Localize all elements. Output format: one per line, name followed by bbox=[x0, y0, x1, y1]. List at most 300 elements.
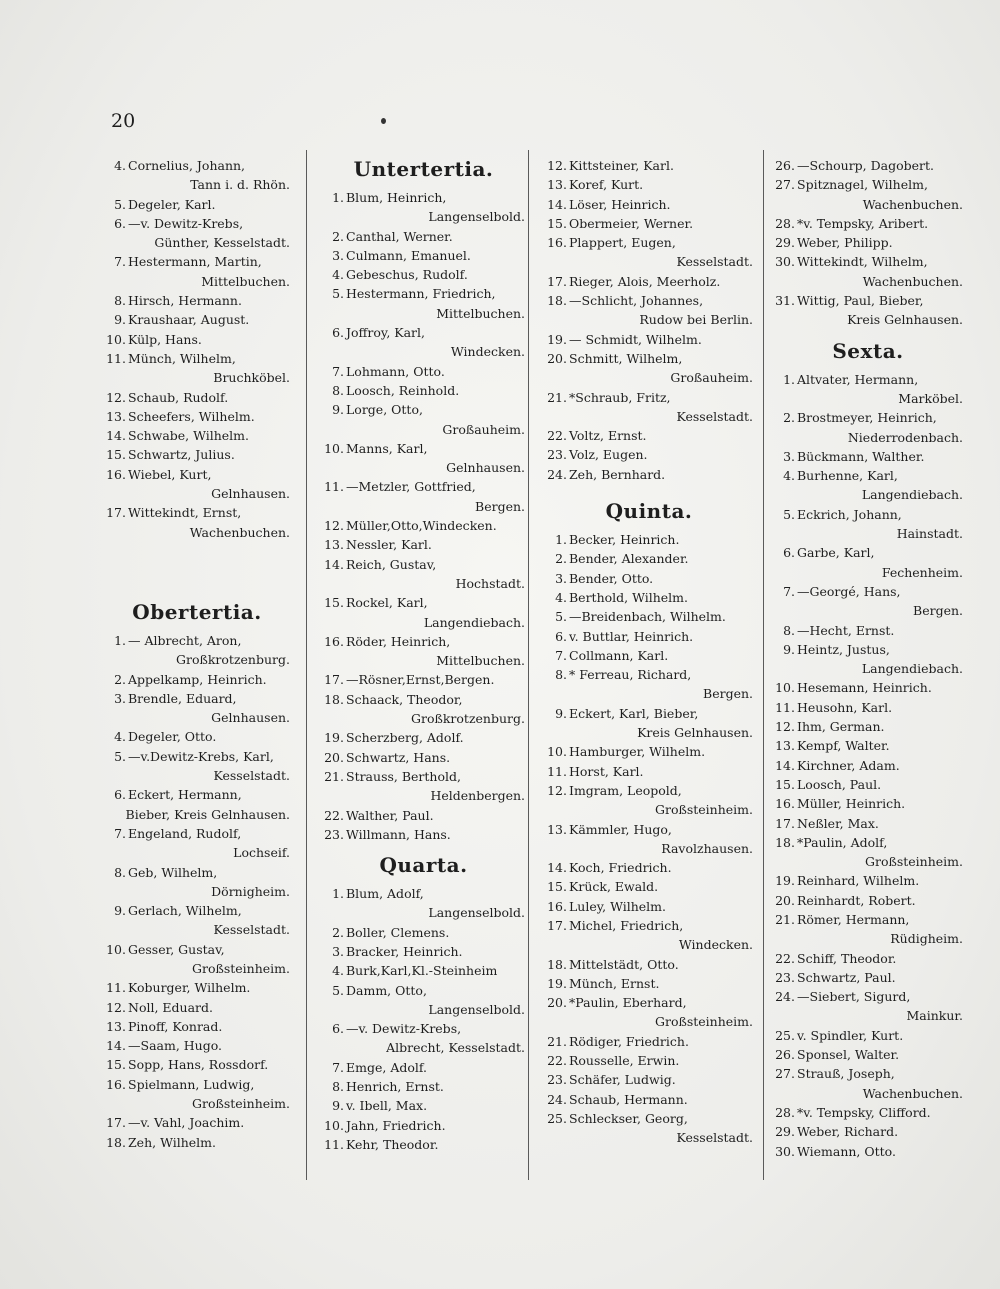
entry-name: —Rösner,Ernst,Bergen. bbox=[346, 672, 495, 688]
list-item bbox=[773, 756, 963, 775]
entry-name: Brostmeyer, Heinrich, bbox=[797, 410, 937, 426]
list-item bbox=[545, 426, 753, 445]
entry-number: 17. bbox=[547, 917, 567, 933]
list-item bbox=[322, 670, 525, 689]
entry-name: Mittelstädt, Otto. bbox=[569, 956, 679, 972]
entry-name: v. Ibell, Max. bbox=[346, 1098, 428, 1114]
list-item bbox=[545, 1070, 753, 1089]
list-item bbox=[545, 762, 753, 781]
entry-number: 20. bbox=[547, 995, 567, 1011]
entry-place: Kesselstadt. bbox=[213, 768, 290, 784]
entry-name: Degeler, Karl. bbox=[128, 196, 216, 212]
entry-name: Blum, Heinrich, bbox=[346, 190, 447, 205]
entry-number: 26. bbox=[775, 158, 795, 173]
entry-number: 22. bbox=[324, 807, 344, 823]
list-item bbox=[322, 767, 525, 806]
entry-name: Gesser, Gustav, bbox=[128, 941, 225, 957]
entry-number: 17. bbox=[775, 815, 795, 831]
entry-name: —v. Vahl, Joachim. bbox=[128, 1115, 245, 1131]
entry-name: Burhenne, Karl, bbox=[797, 468, 898, 484]
entry-number: 22. bbox=[775, 950, 795, 966]
entry-place: Bieber, Kreis Gelnhausen. bbox=[125, 806, 290, 822]
entry-name: Strauß, Joseph, bbox=[797, 1066, 895, 1082]
entry-name: Imgram, Leopold, bbox=[569, 782, 682, 798]
entry-name: Koch, Friedrich. bbox=[569, 860, 672, 876]
entry-name: Rieger, Alois, Meerholz. bbox=[569, 273, 721, 289]
entry-name: Boller, Clemens. bbox=[346, 924, 450, 940]
entry-name: Heintz, Justus, bbox=[797, 641, 890, 657]
entry-number: 12. bbox=[106, 389, 126, 405]
entry-name: Müller, Heinrich. bbox=[797, 796, 906, 812]
entry-name: Ihm, German. bbox=[797, 719, 885, 735]
list-item bbox=[322, 942, 525, 961]
list-item bbox=[104, 214, 290, 253]
entry-number: 5. bbox=[114, 196, 126, 212]
entry-name: Strauss, Berthold, bbox=[346, 768, 461, 784]
entry-number: 26. bbox=[775, 1047, 795, 1063]
list-item bbox=[322, 1077, 525, 1096]
list-item bbox=[104, 689, 290, 728]
entry-number: 18. bbox=[106, 1134, 126, 1150]
entry-place: Wachenbuchen. bbox=[189, 524, 290, 540]
entry-number: 16. bbox=[106, 466, 126, 482]
entry-number: 9. bbox=[783, 641, 795, 657]
entry-name: Heusohn, Karl. bbox=[797, 699, 893, 715]
list-item bbox=[545, 607, 753, 626]
entry-name: Koref, Kurt. bbox=[569, 177, 644, 193]
entry-place: Windecken. bbox=[678, 937, 753, 953]
entry-number: 28. bbox=[775, 1104, 795, 1120]
entry-number: 7. bbox=[332, 363, 344, 379]
entry-number: 24. bbox=[547, 466, 567, 482]
list-item bbox=[773, 833, 963, 872]
entry-name: Schaub, Rudolf. bbox=[128, 389, 229, 405]
entry-place: Großauheim. bbox=[442, 421, 525, 437]
entry-name: Emge, Adolf. bbox=[346, 1059, 428, 1075]
entry-place: Rudow bei Berlin. bbox=[639, 312, 753, 328]
entry-name: * Ferreau, Richard, bbox=[569, 667, 692, 683]
entry-place: Großsteinheim. bbox=[655, 1014, 753, 1030]
entry-name: Rockel, Karl, bbox=[346, 595, 428, 611]
entry-name: Schiff, Theodor. bbox=[797, 950, 897, 966]
entry-name: Bender, Alexander. bbox=[569, 551, 689, 567]
entry-number: 14. bbox=[547, 860, 567, 876]
entry-number: 8. bbox=[332, 1079, 344, 1095]
entry-number: 8. bbox=[114, 864, 126, 880]
list-item bbox=[773, 717, 963, 736]
entry-name: Schaub, Hermann. bbox=[569, 1091, 688, 1107]
entry-name: Kehr, Theodor. bbox=[346, 1136, 439, 1152]
list-item bbox=[545, 233, 753, 272]
entry-place: Langenselbold. bbox=[428, 209, 525, 225]
entry-number: 19. bbox=[324, 730, 344, 746]
page-number: 20 bbox=[111, 110, 136, 132]
entry-name: Zeh, Bernhard. bbox=[569, 466, 666, 482]
list-item bbox=[322, 188, 525, 227]
entry-number: 22. bbox=[547, 428, 567, 444]
list-item bbox=[104, 407, 290, 426]
list-item bbox=[322, 1019, 525, 1058]
entry-name: Loosch, Reinhold. bbox=[346, 382, 460, 398]
entry-number: 23. bbox=[547, 447, 567, 463]
entry-place: Tann i. d. Rhön. bbox=[190, 177, 290, 193]
entry-name: Weber, Richard. bbox=[797, 1124, 899, 1140]
entry-number: 1. bbox=[332, 886, 344, 902]
list-item bbox=[773, 543, 963, 582]
entry-name: Walther, Paul. bbox=[346, 807, 434, 823]
list-item bbox=[773, 291, 963, 330]
entry-name: Hesemann, Heinrich. bbox=[797, 680, 932, 696]
entry-name: Garbe, Karl, bbox=[797, 545, 875, 561]
entry-name: —Metzler, Gottfried, bbox=[346, 479, 476, 495]
entry-number: 11. bbox=[106, 980, 126, 996]
entry-number: 16. bbox=[775, 796, 795, 812]
list-item bbox=[104, 156, 290, 195]
entry-name: Eckert, Karl, Bieber, bbox=[569, 705, 699, 721]
entry-number: 1. bbox=[114, 632, 126, 648]
entry-number: 23. bbox=[324, 826, 344, 842]
entry-number: 19. bbox=[547, 331, 567, 347]
entry-number: 4. bbox=[783, 468, 795, 484]
entry-number: 1. bbox=[555, 532, 567, 548]
entry-place: Großsteinheim. bbox=[192, 1096, 290, 1112]
list-item bbox=[545, 588, 753, 607]
list-item bbox=[773, 891, 963, 910]
entry-place: Kesselstadt. bbox=[213, 922, 290, 938]
list-item bbox=[545, 388, 753, 427]
entry-name: Löser, Heinrich. bbox=[569, 196, 671, 212]
entry-name: Bender, Otto. bbox=[569, 570, 654, 586]
column-rule bbox=[306, 150, 307, 1180]
entry-name: Henrich, Ernst. bbox=[346, 1079, 444, 1095]
list-item bbox=[773, 775, 963, 794]
list-item bbox=[773, 1142, 963, 1161]
list-item bbox=[545, 955, 753, 974]
entry-number: 14. bbox=[547, 196, 567, 212]
entry-number: 20. bbox=[324, 749, 344, 765]
entry-number: 5. bbox=[332, 982, 344, 998]
list-item bbox=[104, 349, 290, 388]
section-heading-quinta: Quinta. bbox=[605, 499, 693, 524]
entry-place: Heldenbergen. bbox=[430, 788, 525, 804]
entry-place: Ravolzhausen. bbox=[661, 840, 753, 856]
entry-number: 30. bbox=[775, 254, 795, 270]
entry-name: *v. Tempsky, Aribert. bbox=[797, 215, 929, 231]
entry-number: 21. bbox=[547, 389, 567, 405]
list-item bbox=[104, 863, 290, 902]
printer-mark bbox=[381, 118, 386, 124]
entry-place: Windecken. bbox=[450, 344, 525, 360]
entry-place: Langendiebach. bbox=[423, 614, 525, 630]
entry-place: Langendiebach. bbox=[861, 661, 963, 677]
entry-number: 24. bbox=[547, 1091, 567, 1107]
entry-number: 12. bbox=[775, 719, 795, 735]
list-item bbox=[545, 897, 753, 916]
entry-number: 3. bbox=[114, 690, 126, 706]
list-sexta bbox=[773, 370, 963, 1161]
entry-name: Becker, Heinrich. bbox=[569, 532, 680, 548]
entry-name: Jahn, Friedrich. bbox=[346, 1117, 446, 1133]
list-item bbox=[773, 156, 963, 175]
entry-place: Großkrotzenburg. bbox=[411, 711, 525, 727]
entry-number: 27. bbox=[775, 177, 795, 193]
section-heading-obertertia: Obertertia. bbox=[132, 599, 262, 624]
entry-name: *Paulin, Eberhard, bbox=[569, 995, 687, 1011]
list-item bbox=[104, 998, 290, 1017]
entry-number: 13. bbox=[775, 738, 795, 754]
entry-number: 6. bbox=[783, 545, 795, 561]
entry-name: Kirchner, Adam. bbox=[797, 757, 900, 773]
list-item bbox=[773, 505, 963, 544]
entry-number: 2. bbox=[332, 924, 344, 940]
entry-name: Wiebel, Kurt, bbox=[128, 466, 212, 482]
entry-number: 6. bbox=[114, 215, 126, 231]
list-item bbox=[545, 742, 753, 761]
list-item bbox=[773, 175, 963, 214]
entry-number: 6. bbox=[332, 325, 344, 341]
list-item bbox=[104, 747, 290, 786]
entry-name: Münch, Ernst. bbox=[569, 975, 660, 991]
entry-number: 3. bbox=[783, 448, 795, 464]
entry-number: 16. bbox=[547, 898, 567, 914]
entry-name: Sopp, Hans, Rossdorf. bbox=[128, 1057, 269, 1073]
entry-place: Gelnhausen. bbox=[211, 486, 290, 502]
entry-number: 11. bbox=[775, 699, 795, 715]
list-item bbox=[545, 530, 753, 549]
list-item bbox=[322, 825, 525, 844]
column-4 bbox=[773, 156, 963, 1161]
entry-name: Appelkamp, Heinrich. bbox=[128, 671, 267, 687]
list-item bbox=[773, 794, 963, 813]
entry-place: Fechenheim. bbox=[881, 564, 963, 580]
entry-name: Sponsel, Walter. bbox=[797, 1047, 900, 1063]
list-item bbox=[773, 621, 963, 640]
entry-name: Bracker, Heinrich. bbox=[346, 943, 463, 959]
list-item bbox=[104, 503, 290, 542]
list-item bbox=[545, 820, 753, 859]
entry-number: 7. bbox=[783, 583, 795, 599]
column-2 bbox=[322, 156, 525, 1154]
entry-name: Michel, Friedrich, bbox=[569, 917, 684, 933]
list-item bbox=[545, 916, 753, 955]
entry-place: Bergen. bbox=[913, 603, 963, 619]
entry-name: Rousselle, Erwin. bbox=[569, 1053, 680, 1069]
entry-place: Bergen. bbox=[703, 686, 753, 702]
entry-number: 4. bbox=[114, 729, 126, 745]
list-quarta bbox=[322, 884, 525, 1154]
entry-name: Münch, Wilhelm, bbox=[128, 350, 236, 366]
entry-number: 27. bbox=[775, 1066, 795, 1082]
list-item bbox=[322, 961, 525, 980]
entry-name: Canthal, Werner. bbox=[346, 228, 453, 244]
section-heading-untertertia: Untertertia. bbox=[353, 157, 494, 181]
entry-name: Schwartz, Paul. bbox=[797, 969, 896, 985]
entry-name: Müller,Otto,Windecken. bbox=[346, 518, 497, 534]
entry-name: Neßler, Max. bbox=[797, 815, 879, 831]
entry-number: 15. bbox=[324, 595, 344, 611]
list-item bbox=[773, 447, 963, 466]
entry-place: Großsteinheim. bbox=[192, 960, 290, 976]
list-item bbox=[104, 330, 290, 349]
entry-number: 11. bbox=[324, 479, 344, 495]
list-item bbox=[545, 465, 753, 484]
entry-name: Römer, Hermann, bbox=[797, 911, 910, 927]
entry-name: Eckrich, Johann, bbox=[797, 506, 902, 522]
entry-place: Bergen. bbox=[475, 498, 525, 514]
list-item bbox=[773, 1026, 963, 1045]
entry-number: 17. bbox=[324, 672, 344, 688]
entry-name: —v. Dewitz-Krebs, bbox=[128, 215, 244, 231]
entry-number: 9. bbox=[555, 705, 567, 721]
list-item bbox=[545, 858, 753, 877]
entry-name: —v.Dewitz-Krebs, Karl, bbox=[128, 748, 274, 764]
entry-number: 5. bbox=[783, 506, 795, 522]
entry-number: 16. bbox=[324, 633, 344, 649]
entry-number: 15. bbox=[775, 776, 795, 792]
entry-number: 15. bbox=[106, 1057, 126, 1073]
entry-number: 3. bbox=[332, 247, 344, 263]
entry-place: Lochseif. bbox=[233, 845, 290, 861]
entry-place: Günther, Kesselstadt. bbox=[154, 235, 290, 251]
list-item bbox=[545, 627, 753, 646]
entry-name: *v. Tempsky, Clifford. bbox=[797, 1104, 931, 1120]
column-1 bbox=[104, 156, 290, 1152]
entry-place: Kesselstadt. bbox=[676, 408, 753, 424]
entry-name: Schleckser, Georg, bbox=[569, 1110, 688, 1126]
section-heading-sexta: Sexta. bbox=[832, 338, 904, 363]
entry-name: Bückmann, Walther. bbox=[797, 448, 925, 464]
entry-name: Wittig, Paul, Bieber, bbox=[797, 293, 924, 309]
list-item bbox=[104, 195, 290, 214]
list-item bbox=[322, 265, 525, 284]
entry-name: Hestermann, Martin, bbox=[128, 254, 262, 270]
list-item bbox=[322, 227, 525, 246]
entry-number: 10. bbox=[106, 941, 126, 957]
entry-place: Wachenbuchen. bbox=[862, 273, 963, 289]
list-item bbox=[545, 781, 753, 820]
list-item bbox=[104, 445, 290, 464]
entry-number: 5. bbox=[555, 609, 567, 625]
list-item bbox=[322, 362, 525, 381]
entry-name: Collmann, Karl. bbox=[569, 647, 669, 663]
list-item bbox=[104, 388, 290, 407]
entry-number: 14. bbox=[106, 428, 126, 444]
list-item bbox=[322, 535, 525, 554]
list-item bbox=[322, 400, 525, 439]
entry-name: —Saam, Hugo. bbox=[128, 1038, 223, 1054]
entry-name: Kempf, Walter. bbox=[797, 738, 890, 754]
column-rule bbox=[528, 150, 529, 1180]
list-item bbox=[322, 748, 525, 767]
entry-place: Niederrodenbach. bbox=[847, 429, 963, 445]
list-quinta bbox=[545, 530, 753, 1148]
list-item bbox=[322, 1135, 525, 1154]
entry-name: —Breidenbach, Wilhelm. bbox=[569, 609, 726, 625]
entry-number: 14. bbox=[775, 757, 795, 773]
entry-place: Mittelbuchen. bbox=[436, 653, 525, 669]
list-item bbox=[545, 704, 753, 743]
entry-number: 28. bbox=[775, 215, 795, 231]
list-obertertia bbox=[104, 631, 290, 1152]
entry-number: 11. bbox=[106, 350, 126, 366]
list-item bbox=[773, 466, 963, 505]
entry-number: 2. bbox=[555, 551, 567, 567]
entry-number: 8. bbox=[114, 293, 126, 309]
entry-name: Zeh, Wilhelm. bbox=[128, 1134, 216, 1150]
entry-number: 18. bbox=[547, 293, 567, 309]
list-item bbox=[545, 214, 753, 233]
entry-name: Culmann, Emanuel. bbox=[346, 247, 471, 263]
entry-name: Joffroy, Karl, bbox=[346, 325, 426, 341]
list-item bbox=[773, 1122, 963, 1141]
list-item bbox=[104, 1075, 290, 1114]
list-item bbox=[322, 1116, 525, 1135]
entry-name: — Albrecht, Aron, bbox=[128, 632, 242, 648]
list-item bbox=[773, 814, 963, 833]
entry-number: 11. bbox=[547, 763, 567, 779]
list-item bbox=[545, 445, 753, 464]
entry-place: Mainkur. bbox=[906, 1008, 963, 1024]
entry-number: 21. bbox=[324, 768, 344, 784]
entry-place: Großkrotzenburg. bbox=[176, 652, 290, 668]
entry-number: 19. bbox=[547, 975, 567, 991]
list-item bbox=[104, 465, 290, 504]
entry-place: Hochstadt. bbox=[455, 575, 525, 591]
entry-name: Geb, Wilhelm, bbox=[128, 864, 218, 880]
entry-number: 25. bbox=[775, 1027, 795, 1043]
entry-name: Voltz, Ernst. bbox=[569, 428, 647, 444]
entry-number: 23. bbox=[547, 1072, 567, 1088]
entry-name: Kraushaar, August. bbox=[128, 312, 250, 328]
entry-number: 8. bbox=[332, 382, 344, 398]
entry-name: Koburger, Wilhelm. bbox=[128, 980, 251, 996]
list-item bbox=[773, 1103, 963, 1122]
entry-number: 23. bbox=[775, 969, 795, 985]
list-item bbox=[322, 477, 525, 516]
list-item bbox=[104, 310, 290, 329]
list-item bbox=[773, 582, 963, 621]
list-item bbox=[773, 678, 963, 697]
entry-number: 13. bbox=[324, 537, 344, 553]
entry-place: Wachenbuchen. bbox=[862, 196, 963, 212]
entry-place: Kesselstadt. bbox=[676, 254, 753, 270]
entry-name: Schwartz, Julius. bbox=[128, 447, 235, 463]
list-item bbox=[545, 974, 753, 993]
list-item bbox=[104, 631, 290, 670]
entry-number: 18. bbox=[324, 691, 344, 707]
entry-name: Schmitt, Wilhelm, bbox=[569, 350, 683, 366]
entry-number: 18. bbox=[775, 834, 795, 850]
list-item bbox=[322, 1096, 525, 1115]
list-item bbox=[545, 330, 753, 349]
list-item bbox=[322, 593, 525, 632]
entry-number: 7. bbox=[114, 825, 126, 841]
list-item bbox=[322, 923, 525, 942]
entry-number: 12. bbox=[547, 158, 567, 173]
entry-number: 14. bbox=[106, 1038, 126, 1054]
list-item bbox=[322, 690, 525, 729]
list-item bbox=[545, 569, 753, 588]
list-item bbox=[773, 233, 963, 252]
entry-number: 1. bbox=[332, 190, 344, 205]
entry-place: Großsteinheim. bbox=[865, 854, 963, 870]
list-quinta-continued bbox=[773, 156, 963, 330]
entry-number: 16. bbox=[547, 235, 567, 251]
entry-name: Schwabe, Wilhelm. bbox=[128, 428, 250, 444]
entry-name: Luley, Wilhelm. bbox=[569, 898, 666, 914]
entry-number: 7. bbox=[114, 254, 126, 270]
list-item bbox=[322, 284, 525, 323]
